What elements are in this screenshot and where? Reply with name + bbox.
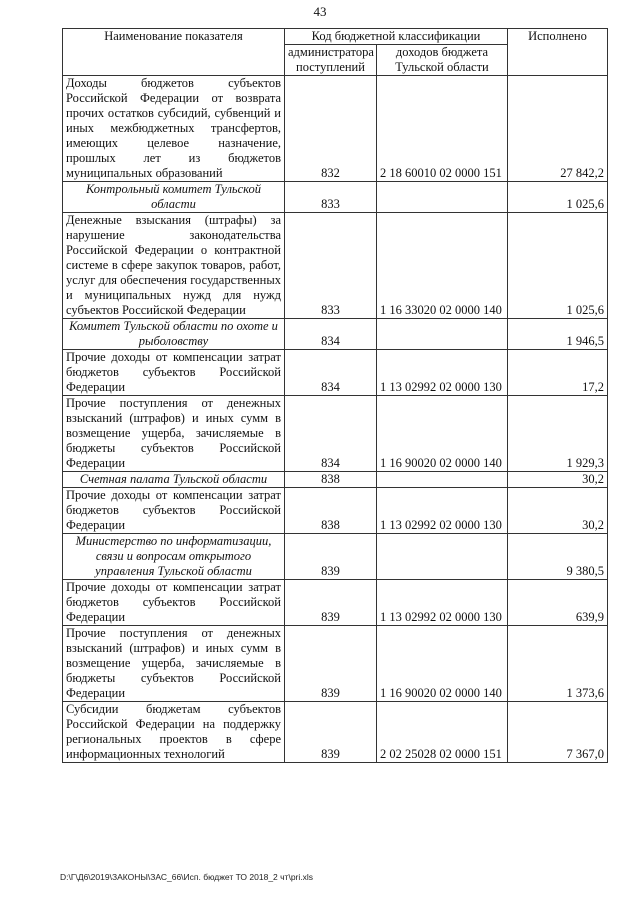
row-admin-code: 833: [285, 213, 377, 319]
row-amount: 30,2: [508, 488, 608, 534]
page-number: 43: [313, 4, 327, 19]
row-amount: 1 025,6: [508, 182, 608, 213]
row-amount: 1 929,3: [508, 396, 608, 472]
row-amount: 9 380,5: [508, 534, 608, 580]
table-row: [63, 396, 608, 472]
row-admin-code: 834: [285, 350, 377, 396]
row-name: Прочие поступления от денежных взысканий (штрафов) и иных сумм в возмещение ущерба, зачисляемые в бюджеты субъектов Российской Федерации: [63, 626, 285, 702]
row-admin-code: 839: [285, 702, 377, 763]
row-name: Контрольный комитет Тульской области: [63, 182, 285, 213]
row-name: Прочие доходы от компенсации затрат бюджетов субъектов Российской Федерации: [63, 350, 285, 396]
row-admin-code: 838: [285, 472, 377, 488]
row-revenue-code: 1 13 02992 02 0000 130: [377, 488, 508, 534]
header-executed: Исполнено: [508, 29, 608, 76]
row-amount: 639,9: [508, 580, 608, 626]
table-row: [63, 350, 608, 396]
row-admin-code: 833: [285, 182, 377, 213]
row-amount: 1 373,6: [508, 626, 608, 702]
table-row-department: [63, 534, 608, 580]
table-row: [63, 626, 608, 702]
table-row: [63, 76, 608, 182]
row-name: Прочие поступления от денежных взысканий (штрафов) и иных сумм в возмещение ущерба, зачисляемые в бюджеты субъектов Российской Федерации: [63, 396, 285, 472]
row-amount: 7 367,0: [508, 702, 608, 763]
row-amount: 27 842,2: [508, 76, 608, 182]
header-admin: администратора поступлений: [285, 45, 377, 76]
row-name: Министерство по информатизации, связи и вопросам открытого управления Тульской области: [63, 534, 285, 580]
header-revenue: доходов бюджета Тульской области: [377, 45, 508, 76]
row-admin-code: 839: [285, 580, 377, 626]
row-amount: 30,2: [508, 472, 608, 488]
budget-table: [62, 28, 608, 763]
row-revenue-code: [377, 319, 508, 350]
header-code-group: Код бюджетной классификации: [285, 29, 508, 45]
row-admin-code: 832: [285, 76, 377, 182]
row-admin-code: 838: [285, 488, 377, 534]
row-revenue-code: [377, 534, 508, 580]
table-row: [63, 702, 608, 763]
row-name: Счетная палата Тульской области: [63, 472, 285, 488]
row-revenue-code: 1 16 33020 02 0000 140: [377, 213, 508, 319]
row-name: Доходы бюджетов субъектов Российской Федерации от возврата прочих остатков субсидий, субвенций и иных межбюджетных трансфертов, имеющих целевое назначение, прошлых лет из бюджетов муниципальных образований: [63, 76, 285, 182]
row-amount: 1 946,5: [508, 319, 608, 350]
row-amount: 17,2: [508, 350, 608, 396]
row-revenue-code: 2 02 25028 02 0000 151: [377, 702, 508, 763]
row-revenue-code: 1 13 02992 02 0000 130: [377, 580, 508, 626]
table-row: [63, 488, 608, 534]
row-name: Комитет Тульской области по охоте и рыболовству: [63, 319, 285, 350]
row-admin-code: 839: [285, 534, 377, 580]
table-row-department: [63, 182, 608, 213]
row-admin-code: 834: [285, 396, 377, 472]
row-admin-code: 839: [285, 626, 377, 702]
row-revenue-code: [377, 182, 508, 213]
row-name: Прочие доходы от компенсации затрат бюджетов субъектов Российской Федерации: [63, 488, 285, 534]
row-revenue-code: [377, 472, 508, 488]
row-revenue-code: 1 16 90020 02 0000 140: [377, 626, 508, 702]
row-amount: 1 025,6: [508, 213, 608, 319]
row-revenue-code: 1 13 02992 02 0000 130: [377, 350, 508, 396]
table-row: [63, 580, 608, 626]
row-name: Прочие доходы от компенсации затрат бюджетов субъектов Российской Федерации: [63, 580, 285, 626]
file-path-footer: D:\Г\Д6\2019\ЗАКОНЫ\ЗАС_66\Исп. бюджет ТО 2018_2 чт\pri.xls: [60, 872, 314, 882]
table-row-department: [63, 472, 608, 488]
row-admin-code: 834: [285, 319, 377, 350]
row-name: Денежные взыскания (штрафы) за нарушение законодательства Российской Федерации о контрактной системе в сфере закупок товаров, работ, услуг для обеспечения государственных и муниципальных нужд для нужд субъектов Российской Федерации: [63, 213, 285, 319]
row-revenue-code: 2 18 60010 02 0000 151: [377, 76, 508, 182]
header-name: Наименование показателя: [63, 29, 285, 76]
table-row: [63, 213, 608, 319]
row-revenue-code: 1 16 90020 02 0000 140: [377, 396, 508, 472]
table-row-department: [63, 319, 608, 350]
row-name: Субсидии бюджетам субъектов Российской Федерации на поддержку региональных проектов в сфере информационных технологий: [63, 702, 285, 763]
